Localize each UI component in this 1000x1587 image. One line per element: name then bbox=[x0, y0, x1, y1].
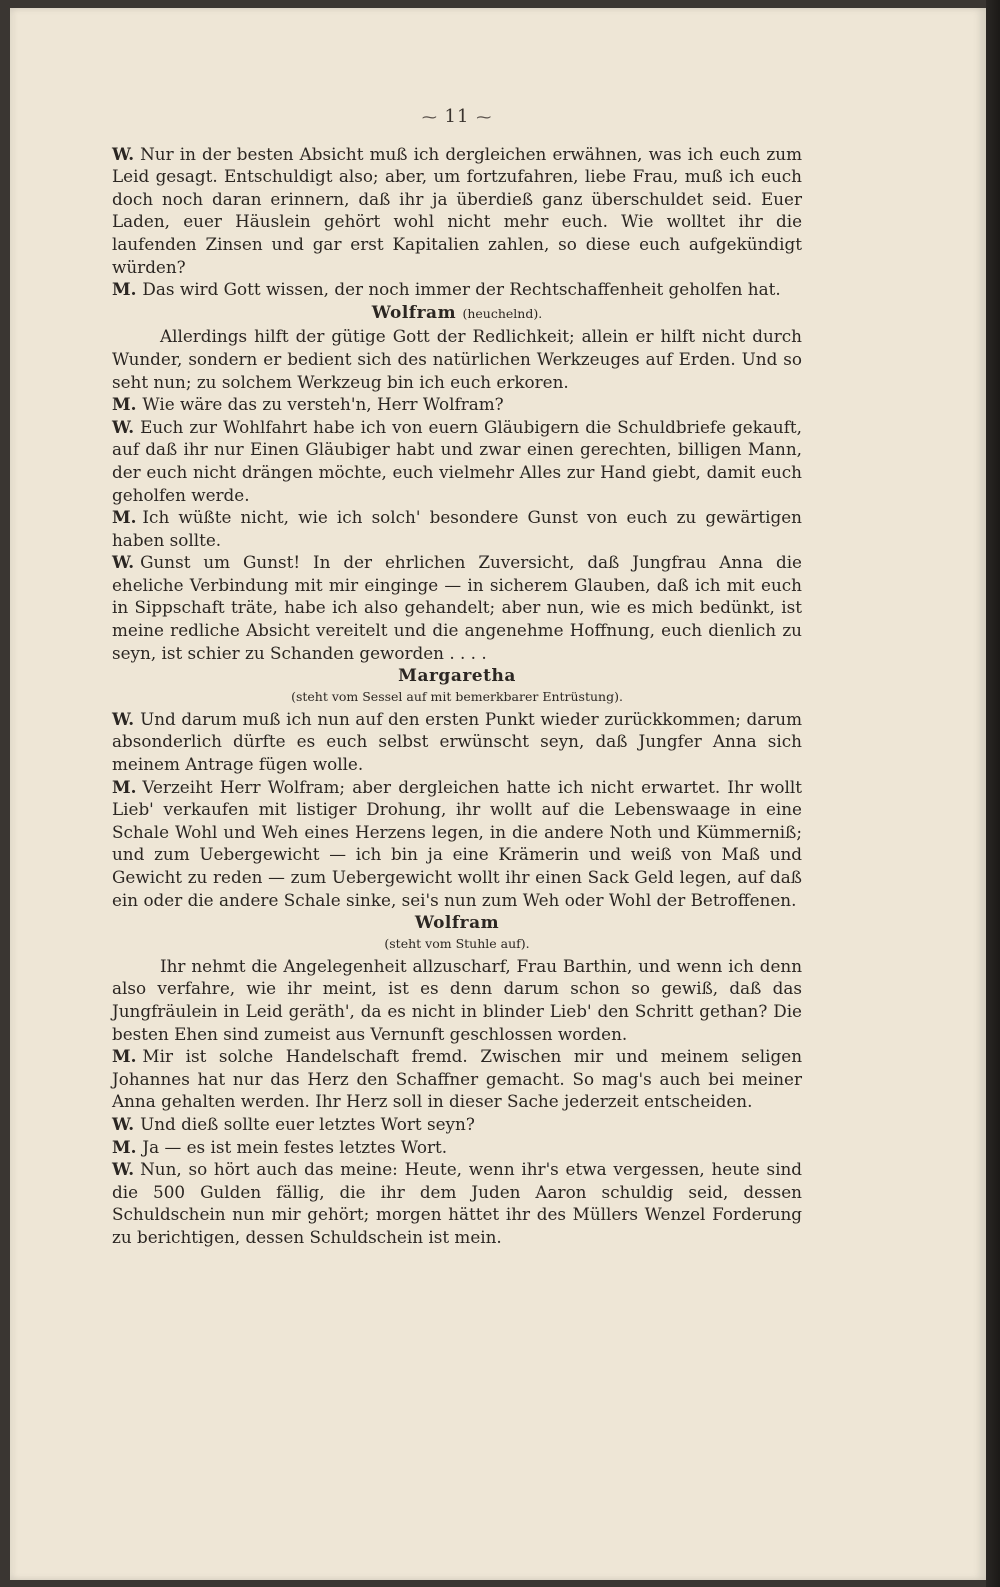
line-text: Gunst um Gunst! In der ehrlichen Zuversicht, daß Jungfrau Anna die eheliche Verbindung mit mir einginge — in sicherem Glauben, daß ich mit euch in Sippschaft träte, habe ich also gehandelt; aber nun, wie es mich bedünkt, ist meine redliche Absicht vereitelt und die angenehme Hoffnung, euch dienlich zu seyn, ist schier zu Schanden geworden . . . . bbox=[112, 552, 802, 663]
line-text: Nur in der besten Absicht muß ich dergleichen erwähnen, was ich euch zum Leid gesagt. Entschuldigt also; aber, um fortzufahren, liebe Frau, muß ich euch doch noch daran erinnern, daß ihr ja überdieß ganz überschuldet seid. Euer Laden, euer Häuslein gehört wohl nicht mehr euch. Wie wolltet ihr die laufenden Zinsen und gar erst Kapitalien zahlen, so diese euch aufgekündigt würden? bbox=[112, 143, 802, 277]
speaker-mark: M. bbox=[112, 279, 137, 300]
speaker-mark: W. bbox=[112, 1113, 135, 1134]
line-text: Ihr nehmt die Angelegenheit allzuscharf, Frau Barthin, und wenn ich denn also verfahre, wie ihr meint, ist es denn darum schon so gewiß, daß das Jungfräulein in Leid geräth', da es nicht in blinder Lieb' den Schritt gethan? Die besten Ehen sind zumeist aus Vernunft geschlossen worden. bbox=[112, 955, 802, 1044]
book-page bbox=[10, 8, 986, 1580]
line-text: Das wird Gott wissen, der noch immer der Rechtschaffenheit geholfen hat. bbox=[142, 279, 781, 300]
line-text: Und darum muß ich nun auf den ersten Punkt wieder zurückkommen; darum absonderlich dürfte es euch selbst erwünscht seyn, daß Jungfer Anna sich meinem Antrage fügen wolle. bbox=[112, 708, 802, 775]
dialogue-line bbox=[112, 143, 802, 279]
stage-direction: (steht vom Stuhle auf). bbox=[384, 935, 530, 951]
dialogue-line bbox=[112, 325, 802, 393]
dialogue-line bbox=[112, 1045, 802, 1113]
page-text bbox=[112, 106, 802, 1249]
speaker-mark: W. bbox=[112, 416, 135, 437]
line-text: Wie wäre das zu versteh'n, Herr Wolfram? bbox=[142, 394, 504, 415]
dialogue-line bbox=[112, 393, 802, 416]
book-edge bbox=[986, 0, 1000, 1587]
line-text: Ich wüßte nicht, wie ich solch' besondere Gunst von euch zu gewärtigen haben sollte. bbox=[112, 507, 802, 550]
page-number bbox=[112, 106, 802, 129]
line-text: Verzeiht Herr Wolfram; aber dergleichen hatte ich nicht erwartet. Ihr wollt Lieb' verkaufen mit listiger Drohung, ihr wollt auf die Lebenswaage in eine Schale Wohl und Weh eines Herzens legen, in die andere Noth und Kümmerniß; und zum Uebergewicht — ich bin ja eine Krämerin und weiß von Maß und Gewicht zu reden — zum Uebergewicht wollt ihr einen Sack Geld legen, auf daß ein oder die andere Schale sinke, sei's nun zum Weh oder Wohl der Betroffenen. bbox=[112, 776, 802, 910]
dialogue-line bbox=[112, 551, 802, 664]
speaker-name: Wolfram bbox=[371, 302, 457, 323]
line-text: Nun, so hört auch das meine: Heute, wenn ihr's etwa vergessen, heute sind die 500 Gulden fällig, die ihr dem Juden Aaron schuldig seid, dessen Schuldschein nun mir gehört; morgen hättet ihr des Müllers Wenzel Forderung zu berichtigen, dessen Schuldschein ist mein. bbox=[112, 1159, 802, 1247]
page-number-value: 11 bbox=[444, 106, 470, 127]
dialogue-line bbox=[112, 776, 802, 912]
dialogue-line bbox=[112, 1136, 802, 1159]
speaker-name: Margaretha bbox=[398, 666, 516, 687]
line-text: Und dieß sollte euer letztes Wort seyn? bbox=[140, 1113, 475, 1134]
line-text: Ja — es ist mein festes letztes Wort. bbox=[142, 1136, 448, 1157]
speaker-mark: W. bbox=[112, 1159, 135, 1180]
stage-direction: (heuchelnd). bbox=[462, 305, 543, 321]
line-text: Mir ist solche Handelschaft fremd. Zwischen mir und meinem seligen Johannes hat nur das Herz den Schaffner gemacht. So mag's auch bei meiner Anna gehalten werden. Ihr Herz soll in dieser Sache jederzeit entscheiden. bbox=[112, 1046, 802, 1112]
ornament-left-icon: ⁓ bbox=[421, 108, 438, 126]
dialogue-line bbox=[112, 278, 802, 301]
speaker-mark: W. bbox=[112, 708, 135, 729]
speaker-mark: M. bbox=[112, 507, 137, 528]
speaker-mark: M. bbox=[112, 394, 137, 415]
speaker-mark: M. bbox=[112, 1046, 137, 1067]
line-text: Allerdings hilft der gütige Gott der Redlichkeit; allein er hilft nicht durch Wunder, sondern er bedient sich des natürlichen Werkzeuges auf Erden. Und so seht nun; zu solchem Werkzeug bin ich euch erkoren. bbox=[112, 326, 802, 392]
dialogue-line bbox=[112, 955, 802, 1045]
speaker-mark: M. bbox=[112, 776, 137, 797]
dialogue-line bbox=[112, 708, 802, 776]
dialogue-line bbox=[112, 1158, 802, 1248]
dialogue-line bbox=[112, 416, 802, 506]
dialogue-line bbox=[112, 1113, 802, 1136]
speaker-mark: W. bbox=[112, 552, 135, 573]
speaker-mark: W. bbox=[112, 143, 135, 164]
stage-direction: (steht vom Sessel auf mit bemerkbarer Entrüstung). bbox=[291, 688, 623, 704]
speaker-heading bbox=[112, 912, 802, 935]
ornament-right-icon: ⁓ bbox=[476, 108, 493, 126]
dialogue-line bbox=[112, 506, 802, 551]
line-text: Euch zur Wohlfahrt habe ich von euern Gläubigern die Schuldbriefe gekauft, auf daß ihr nur Einen Gläubiger habt und zwar einen gerechten, billigen Mann, der euch nicht drängen möchte, euch vielmehr Alles zur Hand giebt, damit euch geholfen werde. bbox=[112, 416, 802, 505]
speaker-heading bbox=[112, 302, 802, 326]
speaker-heading bbox=[112, 665, 802, 688]
speaker-name: Wolfram bbox=[414, 913, 500, 934]
speaker-mark: M. bbox=[112, 1136, 137, 1157]
